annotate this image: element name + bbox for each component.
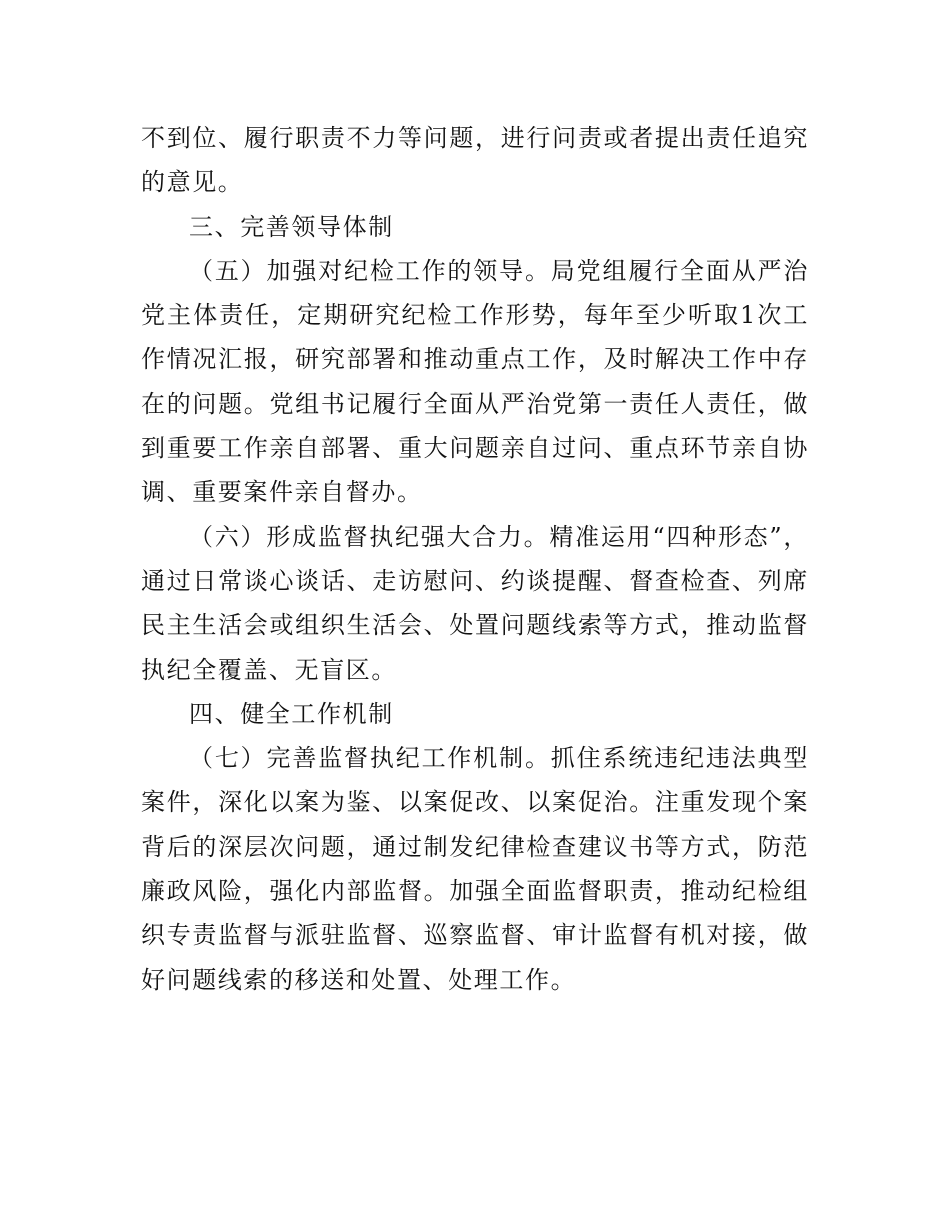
paragraph-item-7: （七）完善监督执纪工作机制。抓住系统违纪违法典型案件，深化以案为鉴、以案促改、以案促治。注重发现个案背后的深层次问题，通过制发纪律检查建议书等方式，防范廉政风险，强化内部监督。加强全面监督职责，推动纪检组织专责监督与派驻监督、巡察监督、审计监督有机对接，做好问题线索的移送和处置、处理工作。 [141,744,809,994]
document-body [141,116,809,1002]
paragraph-item-5: （五）加强对纪检工作的领导。局党组履行全面从严治党主体责任，定期研究纪检工作形势，每年至少听取1次工作情况汇报，研究部署和推动重点工作，及时解决工作中存在的问题。党组书记履行全面从严治党第一责任人责任，做到重要工作亲自部署、重大问题亲自过问、重点环节亲自协调、重要案件亲自督办。 [141,256,809,507]
section-heading-4: 四、健全工作机制 [189,699,394,728]
section-heading-3: 三、完善领导体制 [189,212,394,241]
paragraph-continued: 不到位、履行职责不力等问题，进行问责或者提出责任追究的意见。 [141,124,809,197]
paragraph-item-6: （六）形成监督执纪强大合力。精准运用“四种形态”，通过日常谈心谈话、走访慰问、约谈提醒、督查检查、列席民主生活会或组织生活会、处置问题线索等方式，推动监督执纪全覆盖、无盲区。 [141,522,809,684]
